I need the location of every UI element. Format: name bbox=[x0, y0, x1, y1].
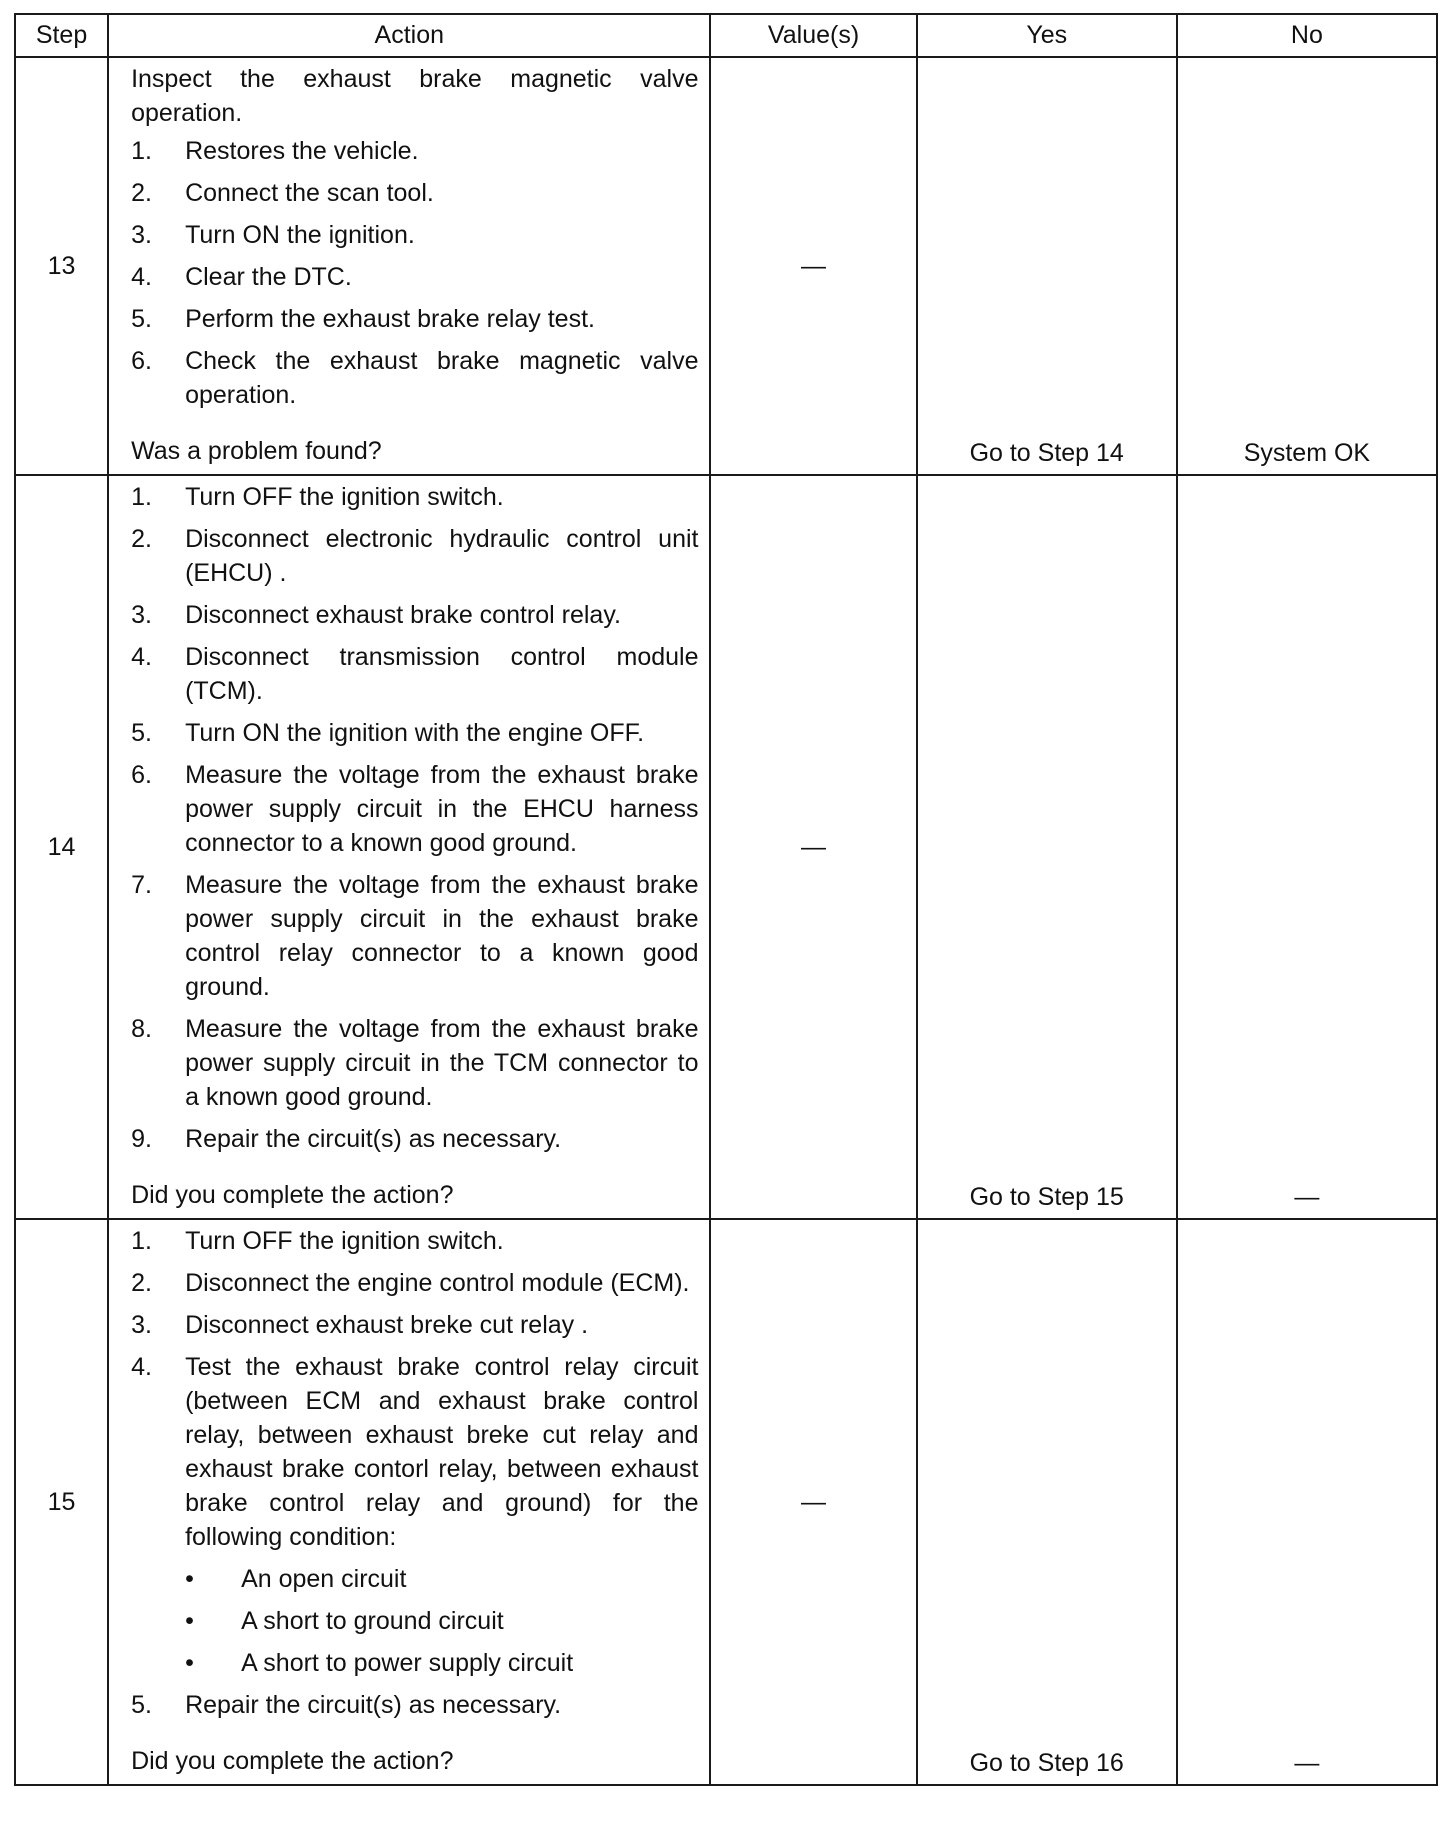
item-text: Repair the circuit(s) as necessary. bbox=[185, 1125, 562, 1153]
item-text: Turn OFF the ignition switch. bbox=[185, 483, 504, 511]
question-text: Did you complete the action? bbox=[131, 1181, 454, 1209]
table-row bbox=[15, 57, 1437, 475]
list-item bbox=[131, 1122, 698, 1156]
action-steps bbox=[131, 1224, 698, 1722]
item-text: Repair the circuit(s) as necessary. bbox=[185, 1691, 562, 1719]
list-item bbox=[131, 1266, 698, 1300]
values-cell: — bbox=[710, 475, 916, 1219]
item-text: Measure the voltage from the exhaust brake power supply circuit in the EHCU harness connector to a known good ground. bbox=[185, 761, 699, 857]
yes-cell bbox=[917, 475, 1177, 1219]
item-number: 5. bbox=[131, 719, 152, 747]
list-item bbox=[131, 134, 698, 168]
item-number: 5. bbox=[131, 1691, 152, 1719]
action-cell bbox=[108, 57, 710, 475]
question-text: Was a problem found? bbox=[131, 437, 382, 465]
item-text: Measure the voltage from the exhaust brake power supply circuit in the TCM connector to a known good ground. bbox=[185, 1015, 699, 1111]
item-text: Disconnect exhaust brake control relay. bbox=[185, 601, 621, 629]
action-cell bbox=[108, 1219, 710, 1785]
list-item bbox=[131, 1224, 698, 1258]
condition-text: A short to ground circuit bbox=[241, 1607, 504, 1635]
condition-item bbox=[185, 1562, 698, 1596]
no-cell bbox=[1177, 475, 1437, 1219]
list-item bbox=[131, 598, 698, 632]
item-number: 6. bbox=[131, 761, 152, 789]
no-result: System OK bbox=[1243, 439, 1371, 467]
step-number: 15 bbox=[15, 1219, 108, 1785]
yes-result: Go to Step 14 bbox=[969, 439, 1124, 467]
condition-item bbox=[185, 1604, 698, 1638]
item-number: 5. bbox=[131, 305, 152, 333]
item-text: Test the exhaust brake control relay circuit (between ECM and exhaust brake control relay, between exhaust breke cut relay and exhaust brake contorl relay, between exhaust brake control relay and ground) for the following condition: bbox=[185, 1353, 699, 1551]
action-cell bbox=[108, 475, 710, 1219]
item-number: 2. bbox=[131, 1269, 152, 1297]
list-item bbox=[131, 344, 698, 412]
list-item bbox=[131, 1350, 698, 1680]
item-text: Perform the exhaust brake relay test. bbox=[185, 305, 595, 333]
item-text: Clear the DTC. bbox=[185, 263, 352, 291]
bullet-icon: • bbox=[185, 1649, 194, 1677]
condition-list bbox=[185, 1562, 698, 1680]
list-item bbox=[131, 480, 698, 514]
item-text: Turn OFF the ignition switch. bbox=[185, 1227, 504, 1255]
bullet-icon: • bbox=[185, 1565, 194, 1593]
list-item bbox=[131, 218, 698, 252]
item-text: Restores the vehicle. bbox=[185, 137, 419, 165]
condition-text: A short to power supply circuit bbox=[241, 1649, 574, 1677]
item-number: 4. bbox=[131, 263, 152, 291]
list-item bbox=[131, 1688, 698, 1722]
list-item bbox=[131, 522, 698, 590]
header-step: Step bbox=[15, 14, 108, 57]
yes-result: Go to Step 15 bbox=[969, 1183, 1124, 1211]
item-text: Disconnect electronic hydraulic control unit (EHCU) . bbox=[185, 525, 699, 587]
list-item bbox=[131, 1308, 698, 1342]
header-row bbox=[15, 14, 1437, 57]
no-cell bbox=[1177, 1219, 1437, 1785]
list-item bbox=[131, 302, 698, 336]
item-number: 3. bbox=[131, 1311, 152, 1339]
no-cell bbox=[1177, 57, 1437, 475]
header-action: Action bbox=[108, 14, 710, 57]
header-values: Value(s) bbox=[710, 14, 916, 57]
item-number: 4. bbox=[131, 1353, 152, 1381]
list-item bbox=[131, 716, 698, 750]
header-no: No bbox=[1177, 14, 1437, 57]
values-cell: — bbox=[710, 1219, 916, 1785]
item-number: 2. bbox=[131, 179, 152, 207]
diagnostic-table bbox=[14, 13, 1438, 1786]
action-steps bbox=[131, 134, 698, 412]
item-number: 3. bbox=[131, 601, 152, 629]
list-item bbox=[131, 176, 698, 210]
item-text: Connect the scan tool. bbox=[185, 179, 434, 207]
item-number: 4. bbox=[131, 643, 152, 671]
list-item bbox=[131, 868, 698, 1004]
question-text: Did you complete the action? bbox=[131, 1747, 454, 1775]
item-number: 6. bbox=[131, 347, 152, 375]
condition-item bbox=[185, 1646, 698, 1680]
item-number: 2. bbox=[131, 525, 152, 553]
item-text: Check the exhaust brake magnetic valve operation. bbox=[185, 347, 699, 409]
condition-text: An open circuit bbox=[241, 1565, 407, 1593]
item-text: Disconnect exhaust breke cut relay . bbox=[185, 1311, 589, 1339]
step-number: 13 bbox=[15, 57, 108, 475]
item-text: Measure the voltage from the exhaust brake power supply circuit in the exhaust brake control relay connector to a known good ground. bbox=[185, 871, 699, 1001]
item-number: 9. bbox=[131, 1125, 152, 1153]
table-row bbox=[15, 475, 1437, 1219]
header-yes: Yes bbox=[917, 14, 1177, 57]
item-number: 7. bbox=[131, 871, 152, 899]
action-intro: Inspect the exhaust brake magnetic valve operation. bbox=[131, 65, 699, 127]
yes-cell bbox=[917, 57, 1177, 475]
list-item bbox=[131, 640, 698, 708]
yes-cell bbox=[917, 1219, 1177, 1785]
item-number: 3. bbox=[131, 221, 152, 249]
list-item bbox=[131, 758, 698, 860]
item-number: 1. bbox=[131, 1227, 152, 1255]
values-cell: — bbox=[710, 57, 916, 475]
yes-result: Go to Step 16 bbox=[969, 1749, 1124, 1777]
item-text: Disconnect transmission control module (TCM). bbox=[185, 643, 699, 705]
no-result: — bbox=[1294, 1749, 1320, 1777]
table-row bbox=[15, 1219, 1437, 1785]
list-item bbox=[131, 260, 698, 294]
action-steps bbox=[131, 480, 698, 1156]
item-body bbox=[185, 1350, 698, 1680]
item-number: 8. bbox=[131, 1015, 152, 1043]
item-text: Turn ON the ignition. bbox=[185, 221, 415, 249]
no-result: — bbox=[1294, 1183, 1320, 1211]
list-item bbox=[131, 1012, 698, 1114]
item-text: Turn ON the ignition with the engine OFF. bbox=[185, 719, 645, 747]
item-number: 1. bbox=[131, 483, 152, 511]
item-number: 1. bbox=[131, 137, 152, 165]
bullet-icon: • bbox=[185, 1607, 194, 1635]
step-number: 14 bbox=[15, 475, 108, 1219]
item-text: Disconnect the engine control module (ECM). bbox=[185, 1269, 690, 1297]
